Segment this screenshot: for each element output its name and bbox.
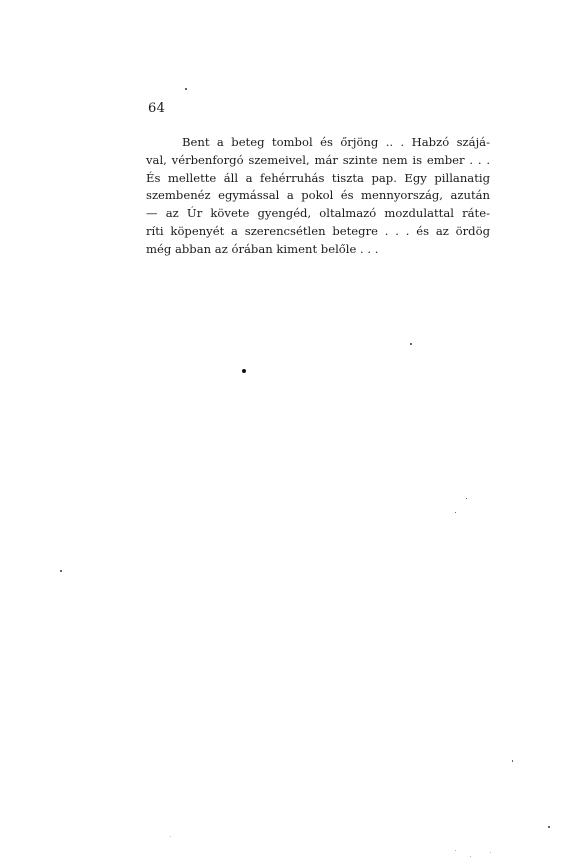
scan-speck bbox=[455, 512, 456, 513]
text-line: — az Úr követe gyengéd, oltalmazó mozdulattal ráte- bbox=[146, 206, 490, 221]
text-line: szembenéz egymással a pokol és mennyország, azután bbox=[146, 188, 490, 203]
scan-speck bbox=[466, 498, 467, 499]
scan-speck bbox=[60, 570, 62, 572]
scan-speck bbox=[490, 852, 491, 853]
scan-speck bbox=[548, 826, 550, 828]
text-line: ríti köpenyét a szerencsétlen betegre . . . és az ördög bbox=[146, 223, 490, 238]
scan-speck bbox=[170, 836, 171, 837]
scan-speck bbox=[455, 850, 456, 851]
text-line: még abban az órában kiment belőle . . . bbox=[146, 241, 379, 256]
scan-speck bbox=[410, 343, 412, 345]
text-line: val, vérbenforgó szemeivel, már szinte nem is ember . . . bbox=[146, 152, 490, 167]
text-line: Bent a beteg tombol és őrjöng .. . Habzó szájá- bbox=[182, 135, 490, 149]
scan-speck bbox=[512, 760, 513, 762]
scan-speck bbox=[242, 369, 246, 373]
page-number: 64 bbox=[148, 101, 166, 116]
paragraph bbox=[146, 134, 490, 259]
scan-speck bbox=[185, 88, 187, 90]
text-line: És mellette áll a fehérruhás tiszta pap. Egy pillanatig bbox=[146, 170, 490, 185]
scan-speck bbox=[470, 856, 471, 857]
